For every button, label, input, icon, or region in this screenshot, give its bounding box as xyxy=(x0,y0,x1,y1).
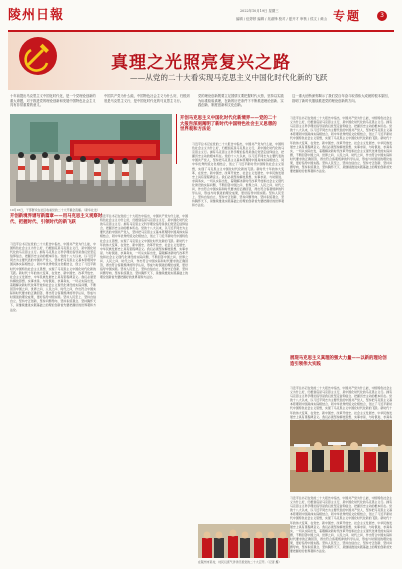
page-number-badge: 3 xyxy=(377,11,387,21)
body-column: 习近平总书记在党的二十大报告中指出，中国共产党为什么能，中国特色社会主义为什么好，归根到底是马克思主义行，是中国化时代化的马克思主义行。拥有马克思主义科学理论指导是我们党坚定信仰信念、把握历史主动的根本所在。党的十八大以来，以习近平同志为主要代表的中国共产党人，坚持把马克思主义基本原理同中国具体实际相结合、同中华优秀传统文化相结合，创立了习近平新时代中国特色社会主义思想，实现了马克思主义中国化时代化新的飞跃。新时代十年的伟大变革，在党史、新中国史、改革开放史、社会主义发展史、中华民族发展史上具有里程碑意义。我们必须坚持解放思想、实事求是、与时俱进、求真务实，一切从实际出发，着眼解决新时代改革开放和社会主义现代化建设的实际问题，不断回答中国之问、世界之问、人民之问、时代之问，作出符合中国实际和时代要求的正确回答，得出符合客观规律的科学认识，形成与时俱进的理论成果，更好指导中国实践。坚持人民至上、坚持自信自立、坚持守正创新、坚持问题导向、坚持系统观念、坚持胸怀天下，是继续推进实践基础上的理论创新首先要把握好的世界观和方法论。 xyxy=(10,242,96,312)
editor-credits: 编辑 / 伍婷婷 编辑 / 吴淑锋 校对 / 夏开才 审核 / 侯文 / 黄山 xyxy=(236,17,327,21)
photo-caption: 10月16日，干部群众在社区收看党的二十大开幕会直播。（新华社发） xyxy=(10,208,100,212)
body-column: 习近平总书记在党的二十大报告中指出，中国共产党为什么能，中国特色社会主义为什么好，归根到底是马克思主义行，是中国化时代化的马克思主义行。拥有马克思主义科学理论指导是我们党坚定信仰信念、把握历史主动的根本所在。党的十八大以来，以习近平同志为主要代表的中国共产党人，坚持把马克思主义基本原理同中国具体实际相结合、同中华优秀传统文化相结合，创立了习近平新时代中国特色社会主义思想，实现了马克思主义中国化时代化新的飞跃。新时代十年的伟大变革，在党史、新中国史、改革开放史、社会主义发展史、中华民族发展史上具有里程碑意义。我们必须坚持解放思想、实事求是、与时俱进、求真务实，一切从实际出发，着眼解决新时代改革开放和社会主义现代化建设的实际问题，不断回答中国之问、世界之问、人民之问、时代之问，作出符合中国实际和时代要求的正确回答，得出符合客观规律的科学认识，形成与时俱进的理论成果，更好指导中国实践。坚持人民至上、坚持自信自立、坚持守正创新、坚持问题导向、坚持系统观念、坚持胸怀天下，是继续推进实践基础上的理论创新首先要把握好的世界观和方法论。 xyxy=(290,116,392,174)
newspaper-masthead: 陵州日報 xyxy=(8,8,65,23)
box-rule xyxy=(176,114,177,164)
lead-paragraph: 中国共产党为什么能，中国特色社会主义为什么好，归根到底是马克思主义行，是中国化时代化的马克思主义行。 xyxy=(104,94,190,103)
dateline: 2022年10月19日 星期三 xyxy=(240,9,279,13)
body-column: 习近平总书记在党的二十大报告中指出，中国共产党为什么能，中国特色社会主义为什么好，归根到底是马克思主义行，是中国化时代化的马克思主义行。拥有马克思主义科学理论指导是我们党坚定信仰信念、把握历史主动的根本所在。党的十八大以来，以习近平同志为主要代表的中国共产党人，坚持把马克思主义基本原理同中国具体实际相结合、同中华优秀传统文化相结合，创立了习近平新时代中国特色社会主义思想，实现了马克思主义中国化时代化新的飞跃。新时代十年的伟大变革，在党史、新中国史、改革开放史、社会主义发展史、中华民族发展史上具有里程碑意义。我们必须坚持解放思想、实事求是、与时俱进、求真务实，一切从实际出发，着眼解决新时代改革开放和社会主义现代化建设的实际问题，不断回答中国之问、世界之问、人民之问、时代之问，作出符合中国实际和时代要求的正确回答，得出符合客观规律的科学认识，形成与时俱进的理论成果，更好指导中国实践。坚持人民至上、坚持自信自立、坚持守正创新、坚持问题导向、坚持系统观念、坚持胸怀天下，是继续推进实践基础上的理论创新首先要把握好的世界观和方法论。 xyxy=(290,496,392,554)
box-title: 开创马克思主义中国化时代化新境界——党的二十大报告深刻阐明了新时代中国特色社会主义思想的世界观和方法论 xyxy=(180,116,277,133)
body-column: 习近平总书记在党的二十大报告中指出，中国共产党为什么能，中国特色社会主义为什么好，归根到底是马克思主义行，是中国化时代化的马克思主义行。拥有马克思主义科学理论指导是我们党坚定信仰信念、把握历史主动的根本所在。党的十八大以来，以习近平同志为主要代表的中国共产党人，坚持把马克思主义基本原理同中国具体实际相结合、同中华优秀传统文化相结合，创立了习近平新时代中国特色社会主义思想，实现了马克思主义中国化时代化新的飞跃。新时代十年的伟大变革，在党史、新中国史、改革开放史、社会主义发展史、中华民族发展史上具有里程碑意义。我们必须坚持解放思想、实事求是、与时俱进、求真务 xyxy=(290,386,392,419)
section-header xyxy=(327,5,384,27)
lead-paragraph: 党的理论创新既要立足国情又要把握时代大势，坚持以实践为标准检验真理，在新的历史条件下不断推进理论创新、实践创新、制度创新和文化创新。 xyxy=(198,94,284,108)
article-headline: 真理之光照亮复兴之路 xyxy=(111,53,291,73)
article-subhead: ——从党的二十大看实现马克思主义中国化时代化新的飞跃 xyxy=(130,73,328,82)
section-label: 专题 xyxy=(333,9,362,23)
box-title: 开创新境界谱写新篇章——用马克思主义观察时代、把握时代、引领时代的新飞跃 xyxy=(10,214,103,225)
photo-caption: 在陵州市某村，村民们喜气洋洋庆祝党的二十大召开。（记者 摄） xyxy=(198,560,282,564)
body-column: 习近平总书记在党的二十大报告中指出，中国共产党为什么能，中国特色社会主义为什么好，归根到底是马克思主义行，是中国化时代化的马克思主义行。拥有马克思主义科学理论指导是我们党坚定信仰信念、把握历史主动的根本所在。党的十八大以来，以习近平同志为主要代表的中国共产党人，坚持把马克思主义基本原理同中国具体实际相结合、同中华优秀传统文化相结合，创立了习近平新时代中国特色社会主义思想，实现了马克思主义中国化时代化新的飞跃。新时代十年的伟大变革，在党史、新中国史、改革开放史、社会主义发展史、中华民族发展史上具有里程碑意义。我们必须坚持解放思想、实事求是、与时俱进、求真务实，一切从实际出发，着眼解决新时代改革开放和社会主义现代化建设的实际问题，不断回答中国之问、世界之问、人民之问、时代之问，作出符合中国实际和时代要求的正确回答，得出符合客观规律的科学认识，形成与时俱进的理论成果，更好指导中国实践。坚持人民至上、坚持自信自立、坚持守正创新、坚持问题导向、坚持系统观念、坚持胸怀天下，是继续推进实践基础上的理论创新首先要把握好的世界观和方法论。 xyxy=(192,142,284,208)
lead-paragraph: 这一重大论断深刻揭示了我们党百年奋斗取得伟大成就的根本原因，指明了新时代继续推进党的理论创新的方向。 xyxy=(292,94,391,103)
photo-sign-in-event xyxy=(10,114,172,206)
photo-crowd xyxy=(198,524,290,558)
photo-village-celebration xyxy=(290,420,392,492)
box-title: 展现马克思主义真理的强大力量——以新的理论创造引领伟大实践 xyxy=(290,356,387,367)
body-column: 习近平总书记在党的二十大报告中指出，中国共产党为什么能，中国特色社会主义为什么好，归根到底是马克思主义行，是中国化时代化的马克思主义行。拥有马克思主义科学理论指导是我们党坚定信仰信念、把握历史主动的根本所在。党的十八大以来，以习近平同志为主要代表的中国共产党人，坚持把马克思主义基本原理同中国具体实际相结合、同中华优秀传统文化相结合，创立了习近平新时代中国特色社会主义思想，实现了马克思主义中国化时代化新的飞跃。新时代十年的伟大变革，在党史、新中国史、改革开放史、社会主义发展史、中华民族发展史上具有里程碑意义。我们必须坚持解放思想、实事求是、与时俱进、求真务实，一切从实际出发，着眼解决新时代改革开放和社会主义现代化建设的实际问题，不断回答中国之问、世界之问、人民之问、时代之问，作出符合中国实际和时代要求的正确回答，得出符合客观规律的科学认识，形成与时俱进的理论成果，更好指导中国实践。坚持人民至上、坚持自信自立、坚持守正创新、坚持问题导向、坚持系统观念、坚持胸怀天下，是继续推进实践基础上的理论创新首先要把握好的世界观和方法论。 xyxy=(100,214,188,280)
lead-paragraph: 十年前提出马克思主义中国化时代化，是一个党理论创新的重大命题，对于推进党的理论创新和发展中国特色社会主义具有非常重要的意义。 xyxy=(10,94,96,108)
